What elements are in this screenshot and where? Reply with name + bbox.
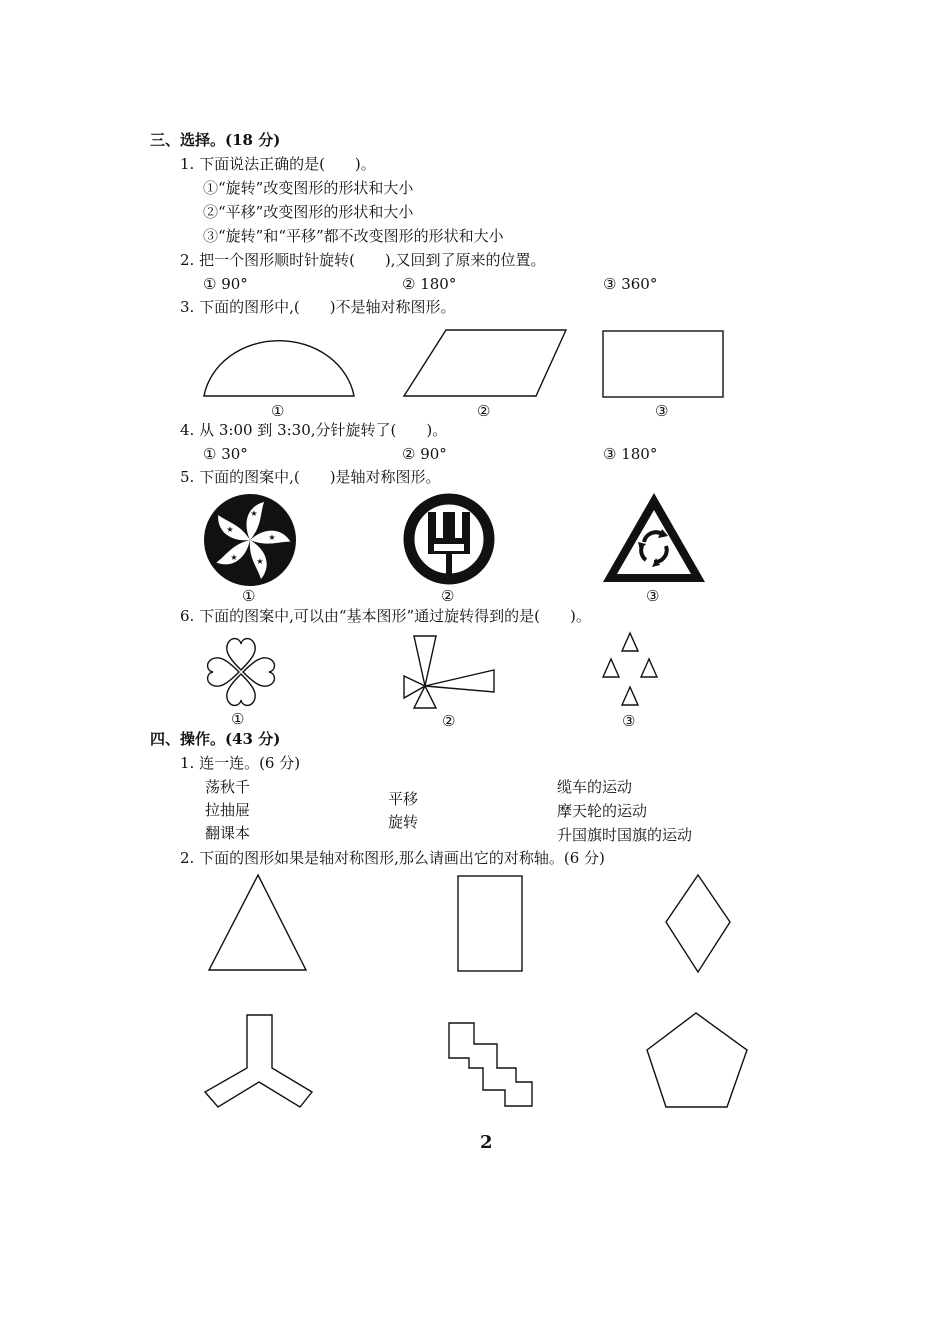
pentagon-figure: [644, 1010, 750, 1110]
match-right-2: 摩天轮的运动: [557, 802, 648, 820]
parallelogram-figure: [400, 326, 570, 400]
q5-stem: 5. 下面的图案中,( )是轴对称图形。: [180, 468, 441, 486]
four-small-triangles-icon: [600, 630, 660, 710]
semicircle-figure: [200, 326, 360, 400]
svg-text:★: ★: [268, 533, 276, 542]
q6-label-3: ③: [622, 712, 636, 730]
op1-stem: 1. 连一连。(6 分): [180, 754, 301, 772]
svg-text:★: ★: [226, 525, 234, 534]
q6-label-2: ②: [442, 712, 456, 730]
section3-heading: 三、选择。(18 分): [150, 131, 281, 149]
match-middle-1: 平移: [388, 790, 419, 808]
roundabout-sign-icon: [600, 490, 708, 586]
match-right-3: 升国旗时国旗的运动: [557, 826, 693, 844]
q5-label-2: ②: [441, 587, 455, 605]
rectangle-figure: [600, 328, 728, 402]
q4-option-3: ③ 180°: [603, 445, 658, 463]
q5-label-3: ③: [646, 587, 660, 605]
match-right-1: 缆车的运动: [557, 778, 633, 796]
rhombus-figure: [662, 872, 734, 976]
q3-label-1: ①: [271, 402, 285, 420]
bauhinia-emblem-icon: [202, 492, 298, 588]
four-hearts-clover-icon: [200, 631, 282, 713]
q4-stem: 4. 从 3:00 到 3:30,分针旋转了( )。: [180, 421, 448, 439]
q3-label-2: ②: [477, 402, 491, 420]
q4-option-2: ② 90°: [402, 445, 447, 463]
q3-label-3: ③: [655, 402, 669, 420]
match-left-3: 翻课本: [205, 824, 251, 842]
q6-stem: 6. 下面的图案中,可以由“基本图形”通过旋转得到的是( )。: [180, 607, 591, 625]
q2-stem: 2. 把一个图形顺时针旋转( ),又回到了原来的位置。: [180, 251, 546, 269]
svg-text:★: ★: [230, 553, 238, 562]
q5-label-1: ①: [242, 587, 256, 605]
triangle-figure: [206, 872, 310, 974]
q4-option-1: ① 30°: [203, 445, 248, 463]
q1-option-1: ①“旋转”改变图形的形状和大小: [203, 179, 414, 197]
q3-stem: 3. 下面的图形中,( )不是轴对称图形。: [180, 298, 456, 316]
q1-option-3: ③“旋转”和“平移”都不改变图形的形状和大小: [203, 227, 504, 245]
q2-option-2: ② 180°: [402, 275, 457, 293]
q1-stem: 1. 下面说法正确的是( )。: [180, 155, 376, 173]
page-number: 2: [480, 1132, 493, 1153]
q6-label-1: ①: [231, 710, 245, 728]
three-arm-figure: [202, 1012, 314, 1110]
match-middle-2: 旋转: [388, 813, 419, 831]
q2-option-1: ① 90°: [203, 275, 248, 293]
svg-text:★: ★: [250, 509, 258, 518]
pinwheel-triangles-icon: [400, 632, 500, 712]
bank-emblem-icon: [402, 492, 496, 586]
tall-rectangle-figure: [456, 874, 526, 974]
staircase-figure: [446, 1020, 536, 1110]
q1-option-2: ②“平移”改变图形的形状和大小: [203, 203, 414, 221]
q2-option-3: ③ 360°: [603, 275, 658, 293]
section4-heading: 四、操作。(43 分): [150, 730, 281, 748]
svg-text:★: ★: [256, 557, 264, 566]
op2-stem: 2. 下面的图形如果是轴对称图形,那么请画出它的对称轴。(6 分): [180, 849, 605, 867]
match-left-2: 拉抽屉: [205, 801, 251, 819]
match-left-1: 荡秋千: [205, 778, 251, 796]
